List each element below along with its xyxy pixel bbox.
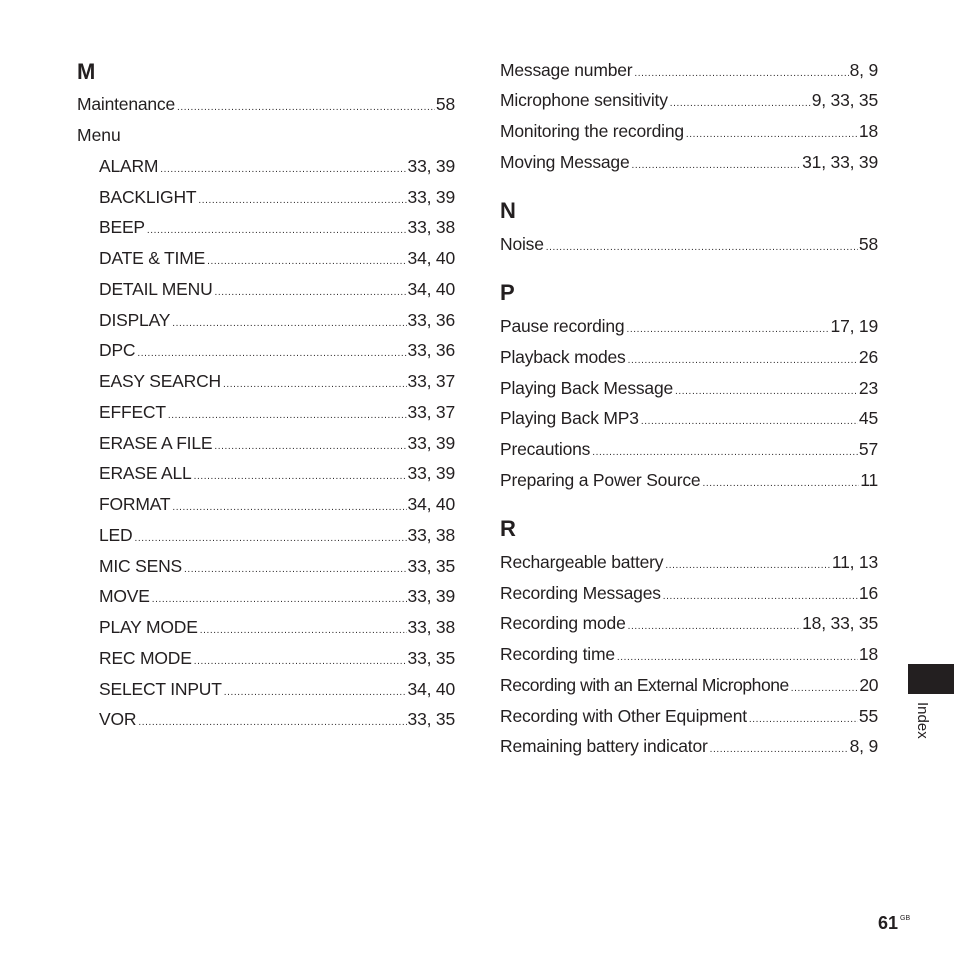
page-number	[878, 908, 910, 934]
leader-dots	[663, 585, 858, 609]
entry-pages: 45	[858, 408, 878, 428]
index-subentry	[99, 584, 455, 608]
leader-dots	[702, 472, 859, 496]
leader-dots	[628, 615, 802, 639]
entry-pages: 33, 37	[407, 402, 455, 422]
leader-dots	[223, 373, 407, 397]
entry-pages: 33, 36	[407, 310, 455, 330]
entry-label: Recording with Other Equipment	[500, 706, 747, 726]
index-side-tab-label: Index	[914, 702, 931, 739]
entry-label: DPC	[99, 340, 136, 360]
entry-label: Pause recording	[500, 316, 625, 336]
index-subentry	[99, 369, 455, 393]
leader-dots	[224, 681, 407, 705]
leader-dots	[207, 250, 406, 274]
leader-dots	[200, 619, 407, 643]
entry-label: EASY SEARCH	[99, 371, 221, 391]
index-subentry	[99, 246, 455, 270]
index-entry	[500, 58, 878, 82]
index-entry	[500, 673, 878, 697]
entry-label: Microphone sensitivity	[500, 90, 668, 110]
entry-pages: 20	[859, 675, 878, 695]
entry-pages: 16	[858, 583, 878, 603]
entry-label: Recording time	[500, 644, 615, 664]
leader-dots	[675, 380, 858, 404]
page-number-suffix: GB	[900, 915, 911, 922]
index-side-tab	[908, 664, 954, 694]
entry-label: DATE & TIME	[99, 248, 206, 268]
entry-pages: 31, 33, 39	[802, 152, 878, 172]
index-subentry	[99, 554, 455, 578]
entry-label: MOVE	[99, 586, 150, 606]
entry-pages: 33, 38	[407, 217, 455, 237]
index-entry	[500, 232, 878, 256]
entry-label: ERASE ALL	[99, 463, 192, 483]
leader-dots	[628, 349, 858, 373]
index-entry	[500, 345, 878, 369]
index-entry	[500, 406, 878, 430]
entry-pages: 33, 38	[407, 617, 455, 637]
entry-pages: 33, 35	[407, 556, 455, 576]
leader-dots	[168, 404, 407, 428]
section-heading-p: P	[500, 280, 515, 305]
entry-pages: 11, 13	[831, 552, 878, 572]
entry-pages: 33, 39	[407, 463, 455, 483]
leader-dots	[177, 96, 435, 120]
entry-label: Recording mode	[500, 613, 626, 633]
index-subentry	[99, 400, 455, 424]
entry-label: REC MODE	[99, 648, 192, 668]
index-subentry	[99, 338, 455, 362]
entry-pages: 34, 40	[407, 279, 455, 299]
section-heading-r: R	[500, 516, 516, 541]
entry-pages: 33, 39	[407, 586, 455, 606]
leader-dots	[198, 189, 406, 213]
entry-pages: 58	[435, 94, 455, 114]
leader-dots	[641, 410, 858, 434]
index-subentry	[99, 215, 455, 239]
leader-dots	[194, 650, 407, 674]
entry-pages: 34, 40	[407, 679, 455, 699]
entry-pages: 11	[860, 470, 878, 490]
entry-label: Rechargeable battery	[500, 552, 664, 572]
leader-dots	[138, 711, 406, 735]
entry-pages: 18	[858, 121, 878, 141]
leader-dots	[665, 554, 831, 578]
index-subentry	[99, 523, 455, 547]
index-subentry	[99, 431, 455, 455]
entry-pages: 17, 19	[830, 316, 878, 336]
entry-label: ALARM	[99, 156, 159, 176]
entry-label: Maintenance	[77, 94, 176, 114]
index-entry-menu: Menu	[77, 125, 121, 145]
entry-pages: 57	[858, 439, 878, 459]
section-heading-m: M	[77, 59, 96, 84]
leader-dots	[634, 62, 848, 86]
entry-label: SELECT INPUT	[99, 679, 222, 699]
leader-dots	[686, 123, 858, 147]
entry-label: Playing Back MP3	[500, 408, 639, 428]
entry-label: Recording with an External Microphone	[500, 675, 789, 695]
index-subentry	[99, 461, 455, 485]
index-entry	[500, 642, 878, 666]
entry-label: Playing Back Message	[500, 378, 674, 398]
entry-pages: 33, 39	[407, 156, 455, 176]
entry-pages: 33, 39	[407, 187, 455, 207]
entry-pages: 34, 40	[407, 248, 455, 268]
index-subentry	[99, 677, 455, 701]
entry-label: Message number	[500, 60, 633, 80]
section-heading-n: N	[500, 198, 516, 223]
entry-pages: 34, 40	[407, 494, 455, 514]
entry-label: BACKLIGHT	[99, 187, 197, 207]
index-subentry	[99, 154, 455, 178]
entry-pages: 33, 35	[407, 709, 455, 729]
index-entry	[500, 468, 878, 492]
index-entry-maintenance	[77, 92, 455, 116]
entry-pages: 23	[858, 378, 878, 398]
index-entry	[500, 734, 878, 758]
entry-label: Preparing a Power Source	[500, 470, 701, 490]
entry-label: Remaining battery indicator	[500, 736, 708, 756]
leader-dots	[214, 435, 406, 459]
leader-dots	[617, 646, 858, 670]
entry-pages: 18	[858, 644, 878, 664]
entry-label: EFFECT	[99, 402, 166, 422]
index-subentry	[99, 707, 455, 731]
index-entry	[500, 376, 878, 400]
leader-dots	[631, 154, 801, 178]
leader-dots	[791, 677, 859, 701]
leader-dots	[172, 312, 406, 336]
index-entry	[500, 550, 878, 574]
index-entry	[500, 611, 878, 635]
entry-pages: 18, 33, 35	[802, 613, 878, 633]
entry-label: Noise	[500, 234, 544, 254]
leader-dots	[194, 465, 407, 489]
entry-pages: 33, 36	[407, 340, 455, 360]
entry-label: Recording Messages	[500, 583, 661, 603]
entry-label: FORMAT	[99, 494, 171, 514]
entry-pages: 8, 9	[849, 736, 878, 756]
entry-pages: 58	[858, 234, 878, 254]
index-subentry	[99, 277, 455, 301]
index-entry	[500, 88, 878, 112]
index-subentry	[99, 492, 455, 516]
entry-pages: 33, 37	[407, 371, 455, 391]
index-entry	[500, 150, 878, 174]
leader-dots	[184, 558, 407, 582]
leader-dots	[137, 342, 406, 366]
index-entry	[500, 581, 878, 605]
entry-label: LED	[99, 525, 133, 545]
index-subentry	[99, 308, 455, 332]
leader-dots	[147, 219, 407, 243]
entry-label: Monitoring the recording	[500, 121, 684, 141]
entry-label: MIC SENS	[99, 556, 182, 576]
page-number-value: 61	[878, 913, 899, 933]
entry-label: Playback modes	[500, 347, 626, 367]
entry-pages: 33, 35	[407, 648, 455, 668]
entry-pages: 55	[858, 706, 878, 726]
entry-pages: 33, 38	[407, 525, 455, 545]
entry-label: DETAIL MENU	[99, 279, 213, 299]
entry-label: Moving Message	[500, 152, 630, 172]
entry-label: ERASE A FILE	[99, 433, 213, 453]
entry-label: Precautions	[500, 439, 591, 459]
leader-dots	[152, 588, 407, 612]
leader-dots	[749, 708, 858, 732]
leader-dots	[215, 281, 407, 305]
index-subentry	[99, 615, 455, 639]
index-subentry	[99, 185, 455, 209]
entry-label: BEEP	[99, 217, 145, 237]
index-entry	[500, 704, 878, 728]
leader-dots	[546, 236, 858, 260]
entry-pages: 33, 39	[407, 433, 455, 453]
entry-pages: 9, 33, 35	[811, 90, 878, 110]
leader-dots	[626, 318, 829, 342]
entry-label: DISPLAY	[99, 310, 171, 330]
leader-dots	[134, 527, 406, 551]
leader-dots	[172, 496, 406, 520]
entry-label: VOR	[99, 709, 137, 729]
index-entry	[500, 119, 878, 143]
leader-dots	[592, 441, 858, 465]
index-subentry	[99, 646, 455, 670]
entry-label: PLAY MODE	[99, 617, 198, 637]
entry-pages: 26	[858, 347, 878, 367]
index-entry	[500, 437, 878, 461]
leader-dots	[670, 92, 811, 116]
leader-dots	[710, 738, 849, 762]
entry-pages: 8, 9	[849, 60, 878, 80]
leader-dots	[160, 158, 406, 182]
index-entry	[500, 314, 878, 338]
